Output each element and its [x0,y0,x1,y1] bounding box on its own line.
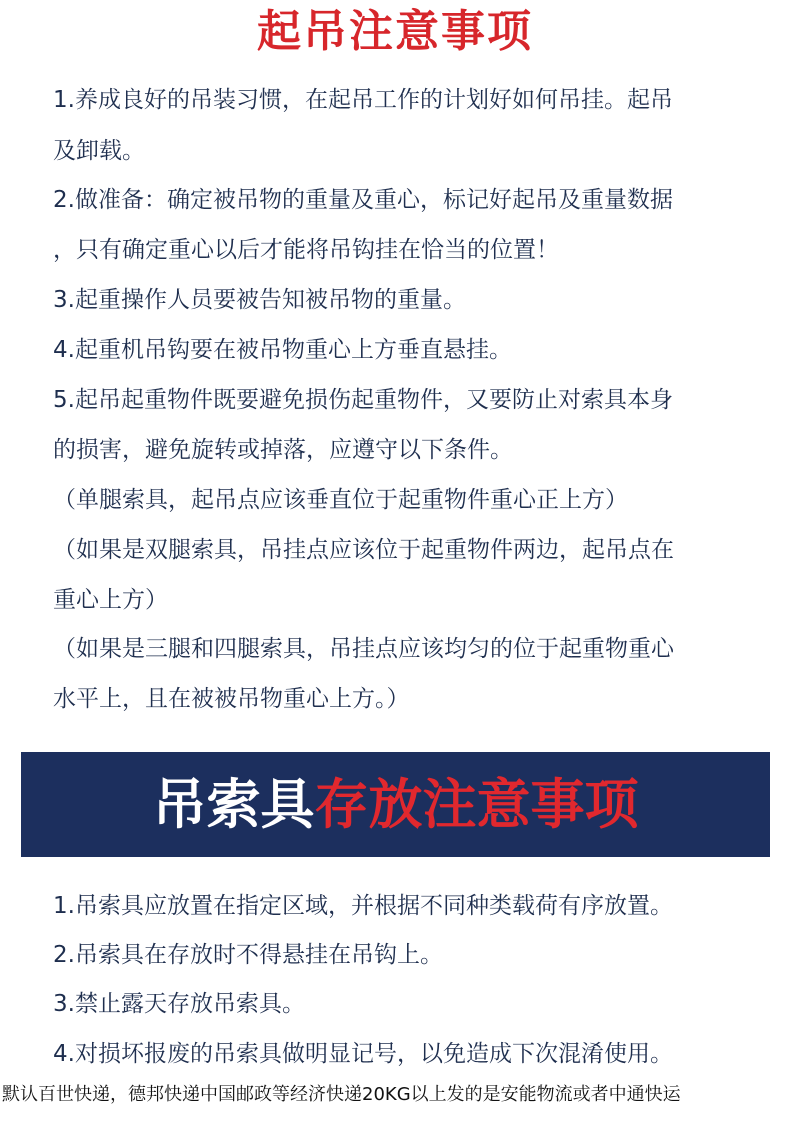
section1-line: 2.做准备：确定被吊物的重量及重心，标记好起吊及重量数据 [53,187,673,213]
section1-line: ，只有确定重心以后才能将吊钩挂在恰当的位置！ [53,237,559,263]
section1-line: （如果是三腿和四腿索具，吊挂点应该均匀的位于起重物重心 [53,636,674,662]
shipping-note: 默认百世快递，德邦快递中国邮政等经济快递20KG以上发的是安能物流或者中通快运 [2,1084,681,1105]
section2-line: 3.禁止露天存放吊索具。 [53,991,305,1017]
section2-title-part2: 存放注意事项 [314,773,639,836]
section2-line: 4.对损坏报废的吊索具做明显记号，以免造成下次混淆使用。 [53,1041,673,1067]
section1-line: 1.养成良好的吊装习惯，在起吊工作的计划好如何吊挂。起吊 [53,87,673,113]
section1-line: 4.起重机吊钩要在被吊物重心上方垂直悬挂。 [53,337,512,363]
section2-line: 1.吊索具应放置在指定区域，并根据不同种类载荷有序放置。 [53,893,673,919]
section2-title [21,752,770,857]
section1-line: 的损害，避免旋转或掉落，应遵守以下条件。 [53,437,513,463]
section1-line: （如果是双腿索具，吊挂点应该位于起重物件两边，起吊点在 [53,537,674,563]
section2-title-part1: 吊索具 [152,773,315,836]
section2-line: 2.吊索具在存放时不得悬挂在吊钩上。 [53,942,443,968]
section1-title: 起吊注意事项 [257,6,533,57]
section1-line: 5.起吊起重物件既要避免损伤起重物件，又要防止对索具本身 [53,387,673,413]
section1-line: 及卸载。 [53,138,145,164]
section1-line: 水平上，且在被被吊物重心上方。） [53,686,410,712]
section1-line: 重心上方） [53,587,168,613]
section1-line: （单腿索具，起吊点应该垂直位于起重物件重心正上方） [53,487,628,513]
section1-line: 3.起重操作人员要被告知被吊物的重量。 [53,287,466,313]
section2-banner [21,752,770,857]
